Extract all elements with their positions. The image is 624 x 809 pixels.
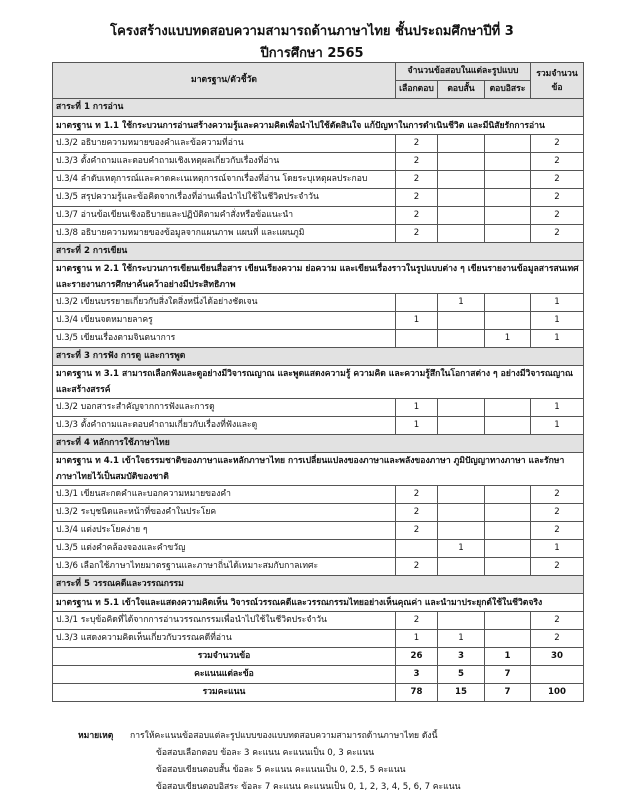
total-count: 2 [531, 612, 584, 630]
standard-row [53, 453, 584, 486]
essay-count [485, 171, 531, 189]
summary-multiple-choice: 3 [396, 666, 438, 684]
summary-multiple-choice: 26 [396, 648, 438, 666]
multiple-choice-count: 2 [396, 486, 438, 504]
short-answer-count [438, 189, 485, 207]
multiple-choice-count: 2 [396, 135, 438, 153]
indicator-text: ป.3/2 เขียนบรรยายเกี่ยวกับสิ่งใดสิ่งหนึ่งได้อย่างชัดเจน [53, 294, 396, 312]
header-group: จำนวนข้อสอบในแต่ละรูปแบบ [396, 63, 531, 81]
multiple-choice-count [396, 294, 438, 312]
indicator-text: ป.3/3 ตั้งคำถามและตอบคำถามเชิงเหตุผลเกี่ยวกับเรื่องที่อ่าน [53, 153, 396, 171]
multiple-choice-count: 2 [396, 171, 438, 189]
summary-total: 30 [531, 648, 584, 666]
short-answer-count [438, 558, 485, 576]
essay-count [485, 612, 531, 630]
multiple-choice-count: 1 [396, 399, 438, 417]
total-count: 2 [531, 225, 584, 243]
note-line: ข้อสอบเขียนตอบสั้น ข้อละ 5 คะแนน คะแนนเป็น 0, 2.5, 5 คะแนน [156, 765, 406, 775]
total-count: 2 [531, 207, 584, 225]
note-line: ข้อสอบเลือกตอบ ข้อละ 3 คะแนน คะแนนเป็น 0, 3 คะแนน [156, 748, 375, 758]
short-answer-count [438, 399, 485, 417]
essay-count [485, 417, 531, 435]
short-answer-count [438, 135, 485, 153]
multiple-choice-count: 1 [396, 417, 438, 435]
total-count: 1 [531, 417, 584, 435]
indicator-text: ป.3/2 บอกสาระสำคัญจากการฟังและการดู [53, 399, 396, 417]
total-count: 2 [531, 153, 584, 171]
indicator-row [53, 153, 584, 171]
indicator-row [53, 135, 584, 153]
essay-count [485, 522, 531, 540]
standard-row [53, 366, 584, 399]
header-standard: มาตรฐาน/ตัวชี้วัด [53, 63, 396, 99]
short-answer-count [438, 504, 485, 522]
multiple-choice-count: 2 [396, 207, 438, 225]
multiple-choice-count: 2 [396, 225, 438, 243]
strand-title: สาระที่ 5 วรรณคดีและวรรณกรรม [53, 576, 584, 594]
total-count: 2 [531, 504, 584, 522]
indicator-text: ป.3/2 ระบุชนิดและหน้าที่ของคำในประโยค [53, 504, 396, 522]
note-label: หมายเหตุ [78, 731, 114, 741]
indicator-text: ป.3/1 ระบุข้อคิดที่ได้จากการอ่านวรรณกรรมเพื่อนำไปใช้ในชีวิตประจำวัน [53, 612, 396, 630]
essay-count [485, 294, 531, 312]
essay-count [485, 207, 531, 225]
standard-row [53, 261, 584, 294]
short-answer-count: 1 [438, 540, 485, 558]
multiple-choice-count: 2 [396, 153, 438, 171]
indicator-text: ป.3/6 เลือกใช้ภาษาไทยมาตรฐานและภาษาถิ่นได้เหมาะสมกับกาลเทศะ [53, 558, 396, 576]
indicator-text: ป.3/2 อธิบายความหมายของคำและข้อความที่อ่าน [53, 135, 396, 153]
indicator-row [53, 189, 584, 207]
strand-row [53, 243, 584, 261]
strand-row [53, 99, 584, 117]
total-count: 1 [531, 294, 584, 312]
indicator-row [53, 486, 584, 504]
indicator-row [53, 522, 584, 540]
summary-essay: 7 [485, 666, 531, 684]
indicator-row [53, 558, 584, 576]
strand-title: สาระที่ 2 การเขียน [53, 243, 584, 261]
multiple-choice-count: 2 [396, 558, 438, 576]
indicator-text: ป.3/5 แต่งคำคล้องจองและคำขวัญ [53, 540, 396, 558]
standard-title: มาตรฐาน ท 5.1 เข้าใจและแสดงความคิดเห็น วิจารณ์วรรณคดีและวรรณกรรมไทยอย่างเห็นคุณค่า และนำมาประยุกต์ใช้ในชีวิตจริง [53, 594, 584, 612]
summary-multiple-choice: 78 [396, 684, 438, 702]
summary-row [53, 648, 584, 666]
test-structure-table [52, 62, 584, 702]
total-count: 1 [531, 540, 584, 558]
indicator-row [53, 330, 584, 348]
essay-count [485, 312, 531, 330]
short-answer-count [438, 171, 485, 189]
essay-count [485, 225, 531, 243]
essay-count [485, 135, 531, 153]
indicator-text: ป.3/7 อ่านข้อเขียนเชิงอธิบายและปฏิบัติตามคำสั่งหรือข้อแนะนำ [53, 207, 396, 225]
indicator-text: ป.3/4 ลำดับเหตุการณ์และคาดคะเนเหตุการณ์จากเรื่องที่อ่าน โดยระบุเหตุผลประกอบ [53, 171, 396, 189]
essay-count [485, 399, 531, 417]
strand-title: สาระที่ 3 การฟัง การดู และการพูด [53, 348, 584, 366]
short-answer-count [438, 522, 485, 540]
summary-label: รวมคะแนน [53, 684, 396, 702]
indicator-row [53, 504, 584, 522]
header-short-answer: ตอบสั้น [438, 81, 485, 99]
summary-short-answer: 3 [438, 648, 485, 666]
indicator-row [53, 294, 584, 312]
short-answer-count [438, 312, 485, 330]
page-title: โครงสร้างแบบทดสอบความสามารถด้านภาษาไทย ชั้นประถมศึกษาปีที่ 3 [110, 24, 514, 39]
multiple-choice-count: 1 [396, 312, 438, 330]
strand-row [53, 576, 584, 594]
essay-count [485, 540, 531, 558]
standard-title: มาตรฐาน ท 3.1 สามารถเลือกฟังและดูอย่างมีวิจารณญาณ และพูดแสดงความรู้ ความคิด และความรู้สึกในโอกาสต่าง ๆ อย่างมีวิจารณญาณและสร้างสรรค์ [53, 366, 584, 399]
summary-essay: 7 [485, 684, 531, 702]
essay-count [485, 504, 531, 522]
total-count: 2 [531, 630, 584, 648]
multiple-choice-count: 2 [396, 189, 438, 207]
indicator-row [53, 225, 584, 243]
multiple-choice-count [396, 330, 438, 348]
summary-label: คะแนนแต่ละข้อ [53, 666, 396, 684]
short-answer-count [438, 225, 485, 243]
essay-count [485, 153, 531, 171]
note-intro: การให้คะแนนข้อสอบแต่ละรูปแบบของแบบทดสอบความสามารถด้านภาษาไทย ดังนี้ [130, 731, 438, 741]
summary-row [53, 684, 584, 702]
short-answer-count [438, 153, 485, 171]
short-answer-count [438, 417, 485, 435]
short-answer-count: 1 [438, 294, 485, 312]
header-multiple-choice: เลือกตอบ [396, 81, 438, 99]
summary-short-answer: 15 [438, 684, 485, 702]
short-answer-count [438, 207, 485, 225]
strand-title: สาระที่ 1 การอ่าน [53, 99, 584, 117]
indicator-text: ป.3/4 แต่งประโยคง่าย ๆ [53, 522, 396, 540]
indicator-text: ป.3/1 เขียนสะกดคำและบอกความหมายของคำ [53, 486, 396, 504]
total-count: 1 [531, 399, 584, 417]
total-count: 2 [531, 189, 584, 207]
total-count: 2 [531, 558, 584, 576]
indicator-text: ป.3/8 อธิบายความหมายของข้อมูลจากแผนภาพ แผนที่ และแผนภูมิ [53, 225, 396, 243]
short-answer-count [438, 486, 485, 504]
indicator-text: ป.3/5 เขียนเรื่องตามจินตนาการ [53, 330, 396, 348]
indicator-row [53, 417, 584, 435]
indicator-row [53, 630, 584, 648]
summary-short-answer: 5 [438, 666, 485, 684]
short-answer-count [438, 612, 485, 630]
indicator-row [53, 540, 584, 558]
note-line: ข้อสอบเขียนตอบอิสระ ข้อละ 7 คะแนน คะแนนเป็น 0, 1, 2, 3, 4, 5, 6, 7 คะแนน [156, 782, 461, 792]
summary-row [53, 666, 584, 684]
essay-count [485, 486, 531, 504]
indicator-row [53, 312, 584, 330]
standard-title: มาตรฐาน ท 1.1 ใช้กระบวนการอ่านสร้างความรู้และความคิดเพื่อนำไปใช้ตัดสินใจ แก้ปัญหาในการดำเนินชีวิต และมีนิสัยรักการอ่าน [53, 117, 584, 135]
standard-row [53, 117, 584, 135]
strand-row [53, 435, 584, 453]
summary-essay: 1 [485, 648, 531, 666]
header-row-1 [53, 63, 584, 81]
multiple-choice-count [396, 540, 438, 558]
essay-count [485, 189, 531, 207]
strand-row [53, 348, 584, 366]
indicator-text: ป.3/3 ตั้งคำถามและตอบคำถามเกี่ยวกับเรื่องที่ฟังและดู [53, 417, 396, 435]
total-count: 1 [531, 330, 584, 348]
essay-count [485, 558, 531, 576]
multiple-choice-count: 2 [396, 522, 438, 540]
indicator-text: ป.3/3 แสดงความคิดเห็นเกี่ยวกับวรรณคดีที่อ่าน [53, 630, 396, 648]
strand-title: สาระที่ 4 หลักการใช้ภาษาไทย [53, 435, 584, 453]
standard-title: มาตรฐาน ท 4.1 เข้าใจธรรมชาติของภาษาและหลักภาษาไทย การเปลี่ยนแปลงของภาษาและพลังของภาษา ภูมิปัญญาทางภาษา และรักษาภาษาไทยไว้เป็นสมบัติของชาติ [53, 453, 584, 486]
short-answer-count [438, 330, 485, 348]
indicator-text: ป.3/4 เขียนจดหมายลาครู [53, 312, 396, 330]
multiple-choice-count: 2 [396, 504, 438, 522]
essay-count: 1 [485, 330, 531, 348]
summary-total [531, 666, 584, 684]
total-count: 2 [531, 486, 584, 504]
multiple-choice-count: 2 [396, 612, 438, 630]
summary-label: รวมจำนวนข้อ [53, 648, 396, 666]
header-essay: ตอบอิสระ [485, 81, 531, 99]
indicator-row [53, 171, 584, 189]
page-subtitle: ปีการศึกษา 2565 [260, 46, 364, 61]
indicator-row [53, 207, 584, 225]
indicator-row [53, 399, 584, 417]
indicator-row [53, 612, 584, 630]
essay-count [485, 630, 531, 648]
standard-title: มาตรฐาน ท 2.1 ใช้กระบวนการเขียนเขียนสื่อสาร เขียนเรียงความ ย่อความ และเขียนเรื่องราวในรูปแบบต่าง ๆ เขียนรายงานข้อมูลสารสนเทศและรายงานการศึกษาค้นคว้าอย่างมีประสิทธิภาพ [53, 261, 584, 294]
short-answer-count: 1 [438, 630, 485, 648]
indicator-text: ป.3/5 สรุปความรู้และข้อคิดจากเรื่องที่อ่านเพื่อนำไปใช้ในชีวิตประจำวัน [53, 189, 396, 207]
total-count: 2 [531, 171, 584, 189]
total-count: 2 [531, 135, 584, 153]
total-count: 2 [531, 522, 584, 540]
header-total: รวมจำนวนข้อ [531, 63, 584, 99]
standard-row [53, 594, 584, 612]
multiple-choice-count: 1 [396, 630, 438, 648]
total-count: 1 [531, 312, 584, 330]
summary-total: 100 [531, 684, 584, 702]
